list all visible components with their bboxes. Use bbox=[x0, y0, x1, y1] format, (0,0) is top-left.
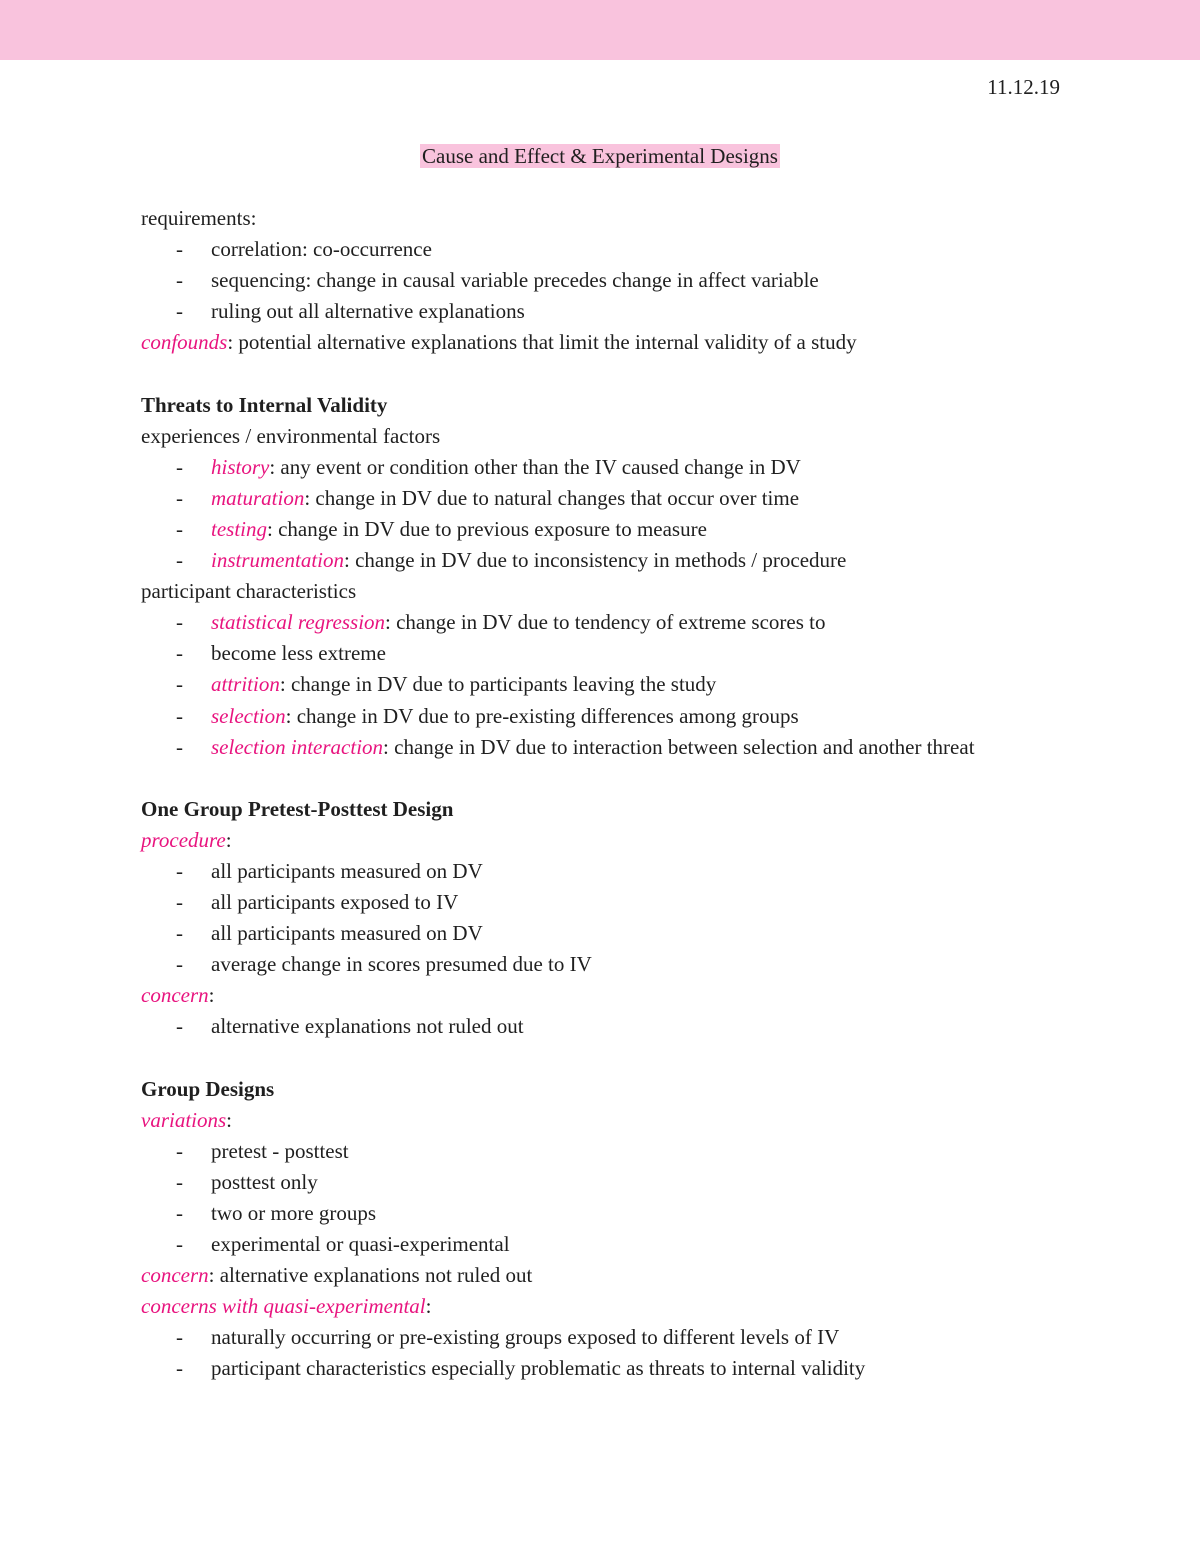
list-item: - average change in scores presumed due to IV bbox=[141, 949, 1041, 980]
list-item: - ruling out all alternative explanations bbox=[141, 296, 1041, 327]
concern-label: concern: bbox=[141, 983, 215, 1008]
list-item: - selection interaction: change in DV due to interaction between selection and another threat bbox=[141, 732, 1041, 763]
quasi-concerns-label: concerns with quasi-experimental: bbox=[141, 1294, 432, 1319]
term: testing bbox=[211, 516, 267, 541]
list-item: - all participants measured on DV bbox=[141, 918, 1041, 949]
term: statistical regression bbox=[211, 610, 386, 635]
term: attrition bbox=[211, 672, 280, 697]
bullet-dash: - bbox=[176, 734, 183, 759]
subgroup-label: participant characteristics bbox=[141, 579, 357, 604]
list-item: - pretest - posttest bbox=[141, 1136, 1041, 1167]
list-item: - two or more groups bbox=[141, 1198, 1041, 1229]
term: procedure bbox=[141, 827, 226, 852]
term: variations bbox=[141, 1107, 227, 1132]
header-band bbox=[0, 0, 1200, 60]
list-item: - all participants measured on DV bbox=[141, 856, 1041, 887]
list-item: - sequencing: change in causal variable precedes change in affect variable bbox=[141, 265, 1041, 296]
notes-body bbox=[141, 203, 1041, 1385]
section-heading: Group Designs bbox=[141, 1076, 275, 1101]
list-item: - testing: change in DV due to previous exposure to measure bbox=[141, 514, 1041, 545]
term: selection interaction bbox=[211, 734, 384, 759]
list-item: - all participants exposed to IV bbox=[141, 887, 1041, 918]
bullet-dash: - bbox=[176, 610, 183, 635]
bullet-dash: - bbox=[176, 1169, 183, 1194]
bullet-dash: - bbox=[176, 548, 183, 573]
bullet-dash: - bbox=[176, 1356, 183, 1381]
bullet-dash: - bbox=[176, 672, 183, 697]
bullet-dash: - bbox=[176, 703, 183, 728]
list-item: - become less extreme bbox=[141, 638, 1041, 669]
list-item: - statistical regression: change in DV due to tendency of extreme scores to bbox=[141, 607, 1041, 638]
bullet-dash: - bbox=[176, 952, 183, 977]
term: instrumentation bbox=[211, 548, 345, 573]
title-row bbox=[0, 142, 1200, 170]
note-date: 11.12.19 bbox=[987, 75, 1060, 99]
subgroup-label: experiences / environmental factors bbox=[141, 423, 441, 448]
list-item: - attrition: change in DV due to participants leaving the study bbox=[141, 669, 1041, 700]
section-heading: One Group Pretest-Posttest Design bbox=[141, 796, 454, 821]
term: selection bbox=[211, 703, 286, 728]
list-item: - participant characteristics especially problematic as threats to internal validity bbox=[141, 1353, 1041, 1384]
bullet-dash: - bbox=[176, 268, 183, 293]
term: confounds bbox=[141, 330, 228, 355]
bullet-dash: - bbox=[176, 1325, 183, 1350]
list-item: - maturation: change in DV due to natural changes that occur over time bbox=[141, 483, 1041, 514]
list-item: - naturally occurring or pre-existing groups exposed to different levels of IV bbox=[141, 1322, 1041, 1353]
bullet-dash: - bbox=[176, 454, 183, 479]
variations-label: variations: bbox=[141, 1107, 233, 1132]
page-title: Cause and Effect & Experimental Designs bbox=[422, 144, 778, 168]
concern-definition: concern: alternative explanations not ruled out bbox=[141, 1263, 533, 1288]
bullet-dash: - bbox=[176, 641, 183, 666]
section-heading: Threats to Internal Validity bbox=[141, 392, 388, 417]
list-item: - selection: change in DV due to pre-existing differences among groups bbox=[141, 701, 1041, 732]
bullet-dash: - bbox=[176, 1138, 183, 1163]
bullet-dash: - bbox=[176, 890, 183, 915]
bullet-dash: - bbox=[176, 485, 183, 510]
term: concerns with quasi-experimental bbox=[141, 1294, 426, 1319]
term: concern bbox=[141, 983, 209, 1008]
bullet-dash: - bbox=[176, 1201, 183, 1225]
bullet-dash: - bbox=[176, 516, 183, 541]
bullet-dash: - bbox=[176, 858, 183, 883]
list-item: - posttest only bbox=[141, 1167, 1041, 1198]
bullet-dash: - bbox=[176, 921, 183, 946]
confounds-definition: confounds: potential alternative explanations that limit the internal validity of a study bbox=[141, 330, 857, 355]
list-item: - correlation: co-occurrence bbox=[141, 234, 1041, 265]
bullet-dash: - bbox=[176, 1014, 183, 1039]
list-item: - instrumentation: change in DV due to inconsistency in methods / procedure bbox=[141, 545, 1041, 576]
list-item: - experimental or quasi-experimental bbox=[141, 1229, 1041, 1260]
term: maturation bbox=[211, 485, 305, 510]
bullet-dash: - bbox=[176, 1232, 183, 1257]
procedure-label: procedure: bbox=[141, 827, 232, 852]
list-item: - history: any event or condition other than the IV caused change in DV bbox=[141, 452, 1041, 483]
list-item: - alternative explanations not ruled out bbox=[141, 1011, 1041, 1042]
requirements-label: requirements: bbox=[141, 206, 257, 230]
bullet-dash: - bbox=[176, 299, 183, 324]
bullet-dash: - bbox=[176, 237, 183, 262]
term: concern bbox=[141, 1263, 209, 1288]
term: history bbox=[211, 454, 270, 479]
